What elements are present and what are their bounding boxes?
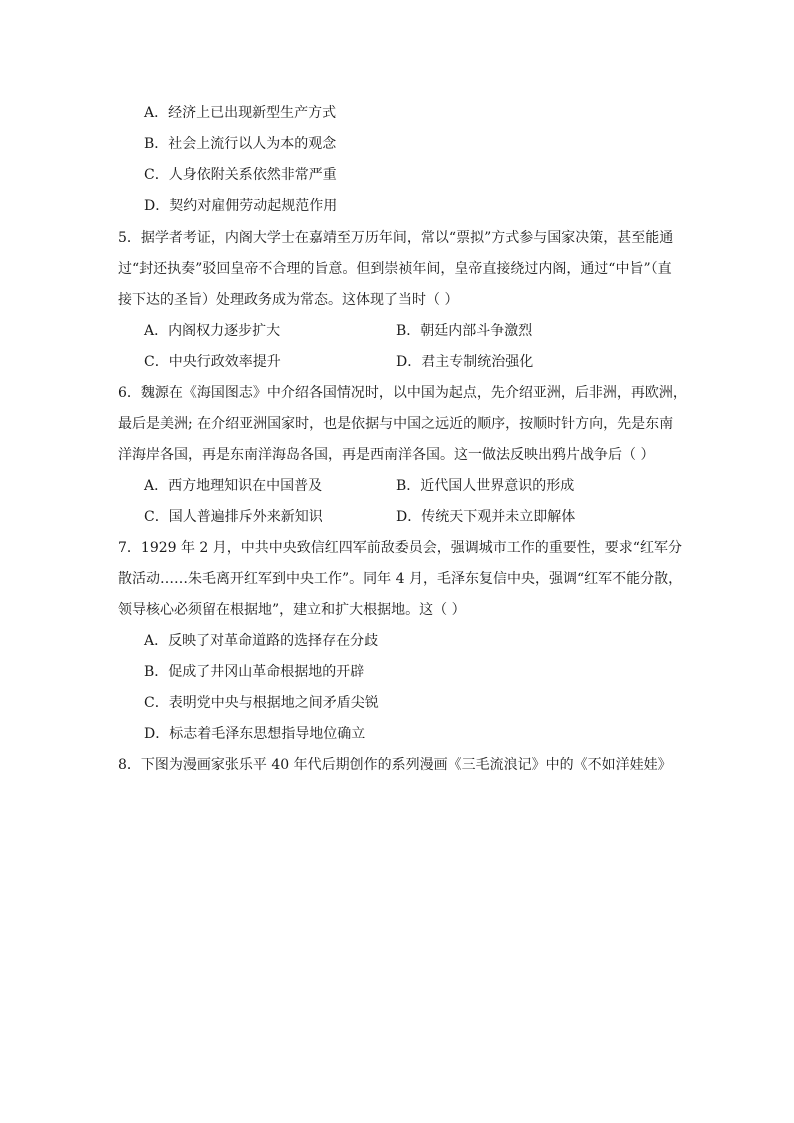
- q5-option-a: A．内阁权力逐步扩大: [144, 323, 281, 339]
- q8-stem-line-1: 8．下图为漫画家张乐平 40 年代后期创作的系列漫画《三毛流浪记》中的《不如洋娃娃》: [118, 757, 672, 773]
- q5-option-c: C．中央行政效率提升: [144, 354, 281, 370]
- q5-stem-line-2: 过“封还执奏”驳回皇帝不合理的旨意。但到崇祯年间，皇帝直接绕过内阁，通过“中旨”（直: [118, 261, 672, 277]
- q7-stem-line-2: 散活动……朱毛离开红军到中央工作”。同年 4 月，毛泽东复信中央，强调“红军不能分散，: [118, 571, 683, 587]
- q5-stem-line-1: 5．据学者考证，内阁大学士在嘉靖至万历年间，常以“票拟”方式参与国家决策，甚至能通: [118, 230, 674, 246]
- q6-option-d: D．传统天下观并未立即解体: [396, 509, 576, 525]
- q7-stem-line-3: 领导核心必须留在根据地”，建立和扩大根据地。这（ ）: [118, 602, 466, 618]
- q7-option-c: C．表明党中央与根据地之间矛盾尖锐: [144, 695, 379, 711]
- q5-stem-line-3: 接下达的圣旨）处理政务成为常态。这体现了当时（ ）: [118, 292, 459, 308]
- q6-option-c: C．国人普遍排斥外来新知识: [144, 509, 323, 525]
- q7-option-d: D．标志着毛泽东思想指导地位确立: [144, 726, 366, 742]
- q4-option-c: C．人身依附关系依然非常严重: [144, 167, 337, 183]
- q6-stem-line-2: 最后是美洲; 在介绍亚洲国家时，也是依据与中国之远近的顺序，按顺时针方向，先是东南: [118, 416, 674, 432]
- q6-option-b: B．近代国人世界意识的形成: [396, 478, 575, 494]
- q7-stem-line-1: 7．1929 年 2 月，中共中央致信红四军前敌委员会，强调城市工作的重要性，要求“红军分: [118, 540, 682, 556]
- q5-option-d: D．君主专制统治强化: [396, 354, 534, 370]
- q6-stem-line-3: 洋海岸各国，再是东南洋海岛各国，再是西南洋各国。这一做法反映出鸦片战争后（ ）: [118, 447, 655, 463]
- q5-option-b: B．朝廷内部斗争激烈: [396, 323, 533, 339]
- q6-option-a: A．西方地理知识在中国普及: [144, 478, 323, 494]
- q4-option-b: B．社会上流行以人为本的观念: [144, 136, 337, 152]
- q7-option-a: A．反映了对革命道路的选择存在分歧: [144, 633, 379, 649]
- q7-option-b: B．促成了井冈山革命根据地的开辟: [144, 664, 365, 680]
- q4-option-d: D．契约对雇佣劳动起规范作用: [144, 198, 338, 214]
- q4-option-a: A．经济上已出现新型生产方式: [144, 105, 337, 121]
- q6-stem-line-1: 6．魏源在《海国图志》中介绍各国情况时，以中国为起点，先介绍亚洲，后非洲，再欧洲，: [118, 385, 687, 401]
